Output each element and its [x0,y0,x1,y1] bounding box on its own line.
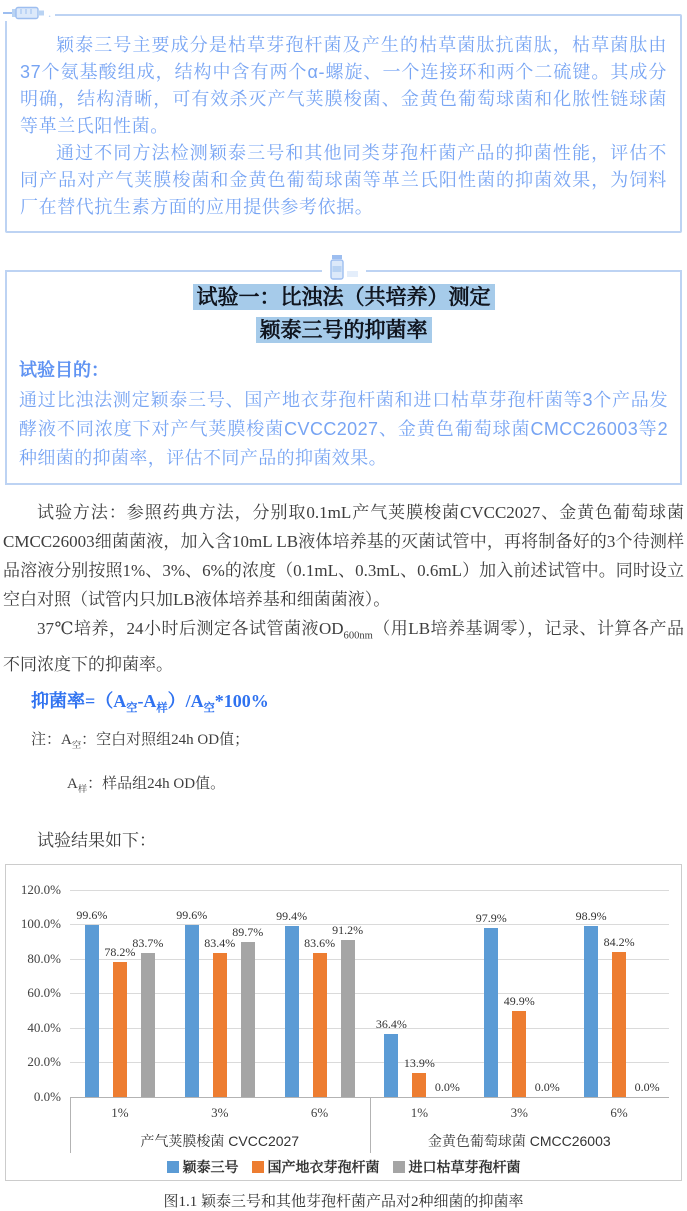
axis-divider [370,1097,371,1153]
bar-value-label: 99.4% [276,908,308,923]
concentration-label: 1% [111,1104,129,1120]
formula-subscript: 空 [203,702,215,715]
gridline [70,993,669,994]
bar-value-label: 97.9% [475,910,507,925]
gridline [70,1062,669,1063]
note-subscript: 样 [77,784,88,795]
bar-value-label: 78.2% [104,944,136,959]
formula-part: 抑菌率=（A [31,691,127,712]
syringe-icon [3,5,55,21]
intro-box [5,5,682,233]
concentration-label: 3% [211,1104,229,1120]
bacteria-group-label: 金黄色葡萄球菌 CMCC26003 [427,1132,611,1149]
bar [512,1011,526,1097]
bar-value-label: 0.0% [534,1079,560,1094]
purpose-heading: 试验目的： [19,360,109,380]
bar [384,1034,398,1097]
bar [612,952,626,1097]
bar [185,925,199,1097]
bar-value-label: 83.7% [132,935,164,950]
bar-value-label: 98.9% [575,908,607,923]
incubation-text: 37℃培养，24小时后测定各试管菌液OD [37,619,344,638]
purpose-text: 通过比浊法测定颖泰三号、国产地衣芽孢杆菌和进口枯草芽孢杆菌等3个产品发酵液不同浓度下对产气荚膜梭菌CVCC2027、金黄色葡萄球菌CMCC26003等2种细菌的抑菌率，评估不同产品的抑菌效果。 [19,390,668,468]
document-page [0,5,687,1211]
bar-value-label: 99.6% [76,907,108,922]
concentration-label: 6% [310,1104,329,1120]
bar-value-label: 84.2% [603,934,635,949]
note-text: ：空白对照组24h OD值； [81,731,250,748]
bar-value-label: 99.6% [176,907,208,922]
incubation-paragraph [3,614,684,679]
gridline [70,924,669,925]
bar [412,1073,426,1097]
formula-subscript: 样 [156,702,168,715]
gridline [70,890,669,891]
legend-label: 颖泰三号 [182,1158,239,1175]
method-section [3,498,684,855]
axis-divider [70,1097,71,1153]
bacteria-group-label: 产气荚膜梭菌 CVCC2027 [140,1132,300,1149]
legend-label: 进口枯草芽孢杆菌 [408,1158,521,1175]
od-subscript: 600nm [343,630,373,642]
bar [113,962,127,1097]
vial-icon [322,255,366,281]
bar [241,942,255,1097]
bar [141,953,155,1097]
formula-part: ）/A [167,691,204,712]
bar [484,928,498,1097]
note-text: A [67,775,78,792]
inhibition-rate-formula [31,688,684,722]
concentration-label: 6% [610,1104,628,1120]
formula-note-blank [31,728,684,758]
experiment-title-line2: 颖泰三号的抑菌率 [256,317,432,343]
bar [313,953,327,1097]
bar [584,926,598,1097]
bar [85,925,99,1097]
y-axis-tick-label: 100.0% [20,916,61,932]
legend-label: 国产地衣芽孢杆菌 [267,1158,380,1175]
intro-paragraph: 通过不同方法检测颖泰三号和其他同类芽孢杆菌产品的抑菌性能，评估不同产品对产气荚膜梭菌和金黄色葡萄球菌等革兰氏阳性菌的抑菌效果，为饲料厂在替代抗生素方面的应用提供参考依据。 [20,143,667,217]
experiment-section-box [5,270,682,485]
inhibition-rate-chart [5,864,682,1181]
gridline [70,1028,669,1029]
concentration-label: 1% [410,1104,429,1120]
decorative-dot: . [48,5,52,20]
bar [285,926,299,1097]
y-axis-tick-label: 60.0% [27,985,61,1001]
concentration-label: 3% [510,1104,528,1120]
y-axis-tick-label: 0.0% [33,1088,61,1104]
formula-subscript: 空 [126,702,138,715]
bar-value-label: 13.9% [403,1055,435,1070]
bar-value-label: 83.4% [204,935,236,950]
note-text: 注：A [31,731,72,748]
experiment-title-line1: 试验一：比浊法（共培养）测定 [193,284,495,310]
bar-value-label: 0.0% [434,1079,460,1094]
figure-caption: 图1.1 颖泰三号和其他芽孢杆菌产品对2种细菌的抑菌率 [163,1193,524,1210]
bar-value-label: 89.7% [232,924,264,939]
bar-value-label: 49.9% [503,993,535,1008]
bar-value-label: 91.2% [332,922,364,937]
y-axis-tick-label: 80.0% [27,950,61,966]
y-axis-tick-label: 120.0% [20,881,61,897]
bar-value-label: 83.6% [304,935,336,950]
note-text: ：样品组24h OD值。 [87,775,226,792]
bar [213,953,227,1097]
method-paragraph: 试验方法：参照药典方法，分别取0.1mL产气荚膜梭菌CVCC2027、金黄色葡萄球菌CMCC26003细菌菌液，加入含10mL LB液体培养基的灭菌试管中，再将制备好的3个待测样品溶液分别按照1%、3%、6%的浓度（0.1mL、0.3mL、0.6mL）加入前述试管中。同时设立空白对照（试管内只加LB液体培养基和细菌菌液）。 [3,503,684,609]
gridline [70,959,669,960]
incubation-text: （用LB培养基调零），记录、计算各产品不同浓度下的抑菌率。 [3,619,684,675]
y-axis-tick-label: 20.0% [27,1054,61,1070]
bar [341,940,355,1097]
bar-value-label: 36.4% [375,1016,407,1031]
formula-part: *100% [214,691,269,712]
y-axis-tick-label: 40.0% [27,1019,61,1035]
experiment-title [17,282,670,348]
results-lead: 试验结果如下： [37,830,156,850]
formula-note-sample [67,772,684,802]
bar-value-label: 0.0% [634,1079,660,1094]
formula-part: -A [137,691,157,712]
note-subscript: 空 [71,740,82,751]
intro-paragraph: 颖泰三号主要成分是枯草芽孢杆菌及产生的枯草菌肽抗菌肽，枯草菌肽由37个氨基酸组成，结构中含有两个α-螺旋、一个连接环和两个二硫键。其成分明确，结构清晰，可有效杀灭产气荚膜梭菌、金黄色葡萄球菌和化脓性链球菌等革兰氏阳性菌。 [20,35,667,136]
